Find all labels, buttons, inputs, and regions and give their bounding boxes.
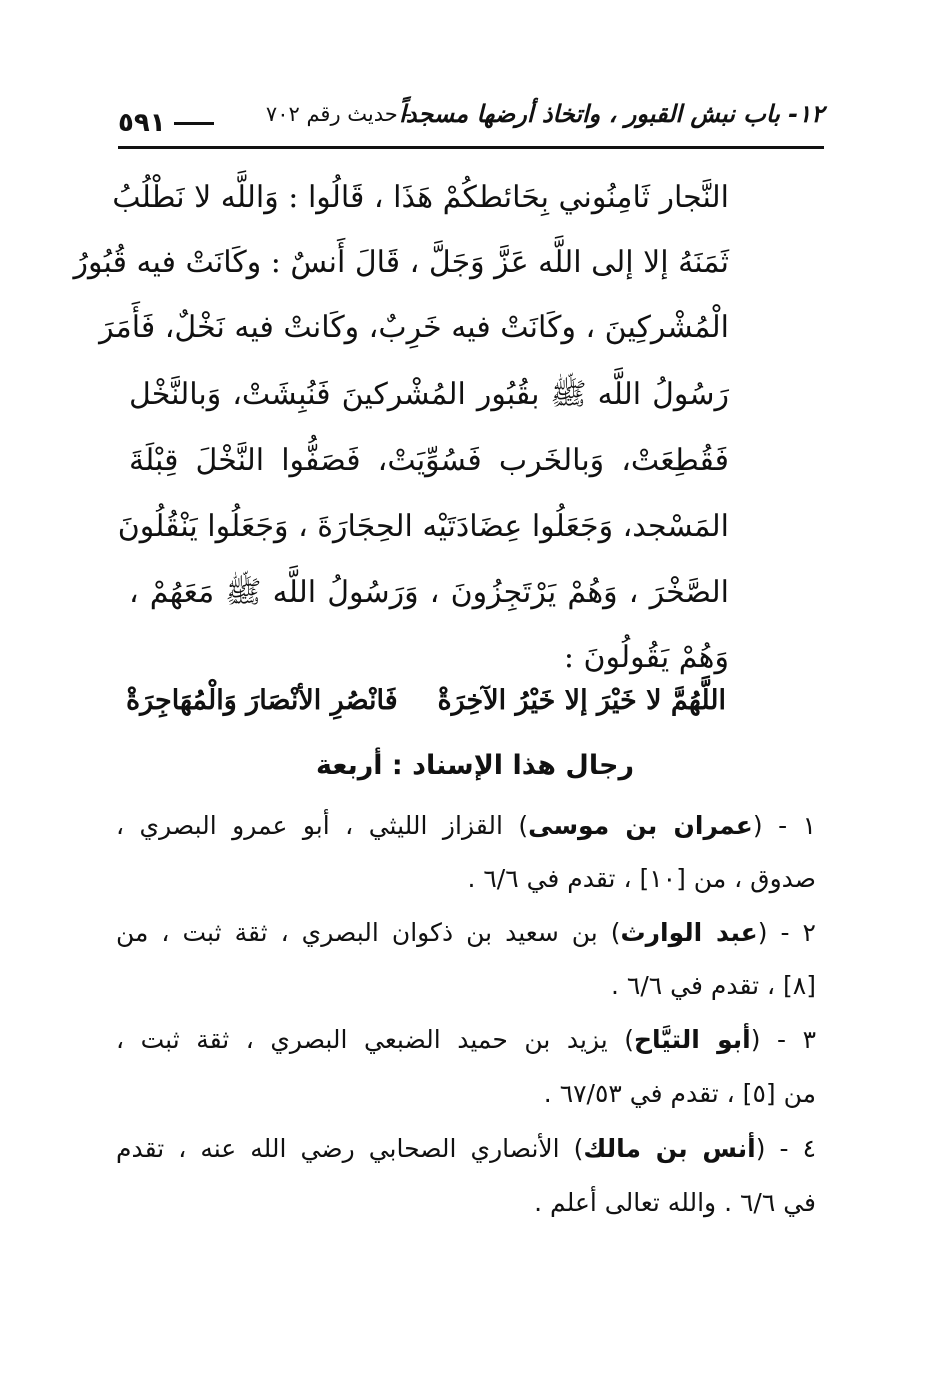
narrator-entry-line: صدوق ، من [١٠] ، تقدم في ٦/٦ . bbox=[467, 864, 816, 893]
page-number: ٥٩١ bbox=[118, 108, 166, 138]
hadith-line: النَّجار ثَامِنُوني بِحَائطكُمْ هَذَا ، قَالُوا : وَاللَّه لا نَطْلُبُ bbox=[112, 180, 729, 215]
narrator-details: ) بن سعيد بن ذكوان البصري ، ثقة ثبت ، من bbox=[116, 918, 621, 947]
narrator-name: أبو التيَّاح bbox=[634, 1025, 751, 1054]
narrator-entry-line bbox=[116, 808, 816, 844]
narrator-entry-line bbox=[116, 1131, 816, 1167]
narrator-entry-line: [٨] ، تقدم في ٦/٦ . bbox=[611, 971, 816, 1000]
hadith-line: ثَمَنَهُ إلا إلى اللَّه عَزَّ وَجَلَّ ، قَالَ أَنسٌ : وكَانَتْ فيه قُبُورُ bbox=[73, 245, 729, 280]
narrator-number: ١ - ( bbox=[752, 811, 816, 840]
section-title: رجال هذا الإسناد : أربعة bbox=[315, 750, 634, 781]
hadith-line: فَقُطِعَتْ، وَبالخَرب فَسُوِّيَتْ، فَصَفُّوا النَّخْلَ قِبْلَةَ bbox=[129, 443, 729, 478]
running-header bbox=[118, 98, 824, 149]
narrator-entry-line: في ٦/٦ . والله تعالى أعلم . bbox=[534, 1188, 816, 1217]
narrator-name: عبد الوارث bbox=[620, 918, 758, 947]
poem-verse bbox=[126, 685, 726, 725]
narrator-entry-line: من [٥] ، تقدم في ٦٧/٥٣ . bbox=[543, 1079, 816, 1108]
hadith-line: وَهُمْ يَقُولُونَ : bbox=[563, 640, 729, 675]
chapter-title: ١٢- باب نبش القبور ، واتخاذ أرضها مسجداً bbox=[399, 100, 824, 128]
narrator-entry-line bbox=[116, 1022, 816, 1058]
poem-second-hemistich: فَانْصُرِ الأنْصَارَ وَالْمُهَاجِرَةْ bbox=[126, 685, 398, 716]
narrator-entry-line bbox=[116, 915, 816, 951]
page-number-rule bbox=[174, 122, 214, 125]
hadith-line: رَسُولُ اللَّه ﷺ بقُبُور المُشْركينَ فَنُبِشَتْ، وَبالنَّخْل bbox=[129, 377, 729, 412]
narrator-number: ٢ - ( bbox=[757, 918, 816, 947]
narrator-name: عمران بن موسى bbox=[528, 811, 753, 840]
narrator-details: ) يزيد بن حميد الضبعي البصري ، ثقة ثبت ، bbox=[116, 1025, 635, 1054]
poem-first-hemistich: اللَّهُمَّ لا خَيْرَ إلا خَيْرُ الآخِرَةْ bbox=[437, 685, 726, 716]
page-number-block bbox=[118, 108, 214, 138]
narrator-details: ) الأنصاري الصحابي رضي الله عنه ، تقدم bbox=[116, 1134, 584, 1163]
narrator-details: ) القزاز الليثي ، أبو عمرو البصري ، bbox=[116, 811, 529, 840]
hadith-line: الْمُشْركِينَ ، وكَانَتْ فيه خَرِبٌ، وكَانتْ فيه نَخْلٌ، فَأَمَرَ bbox=[99, 310, 729, 345]
narrator-number: ٣ - ( bbox=[750, 1025, 817, 1054]
hadith-line: الصَّخْرَ ، وَهُمْ يَرْتَجِزُونَ ، وَرَسُولُ اللَّه ﷺ مَعَهُمْ ، bbox=[129, 575, 729, 610]
narrator-name: أنس بن مالك bbox=[583, 1134, 756, 1163]
hadith-line: المَسْجد، وَجَعَلُوا عِضَادَتَيْه الحِجَارَةَ ، وَجَعَلُوا يَنْقُلُونَ bbox=[117, 509, 729, 544]
narrator-number: ٤ - ( bbox=[755, 1134, 817, 1163]
hadith-number: - حديث رقم ٧٠٢ bbox=[265, 102, 412, 126]
